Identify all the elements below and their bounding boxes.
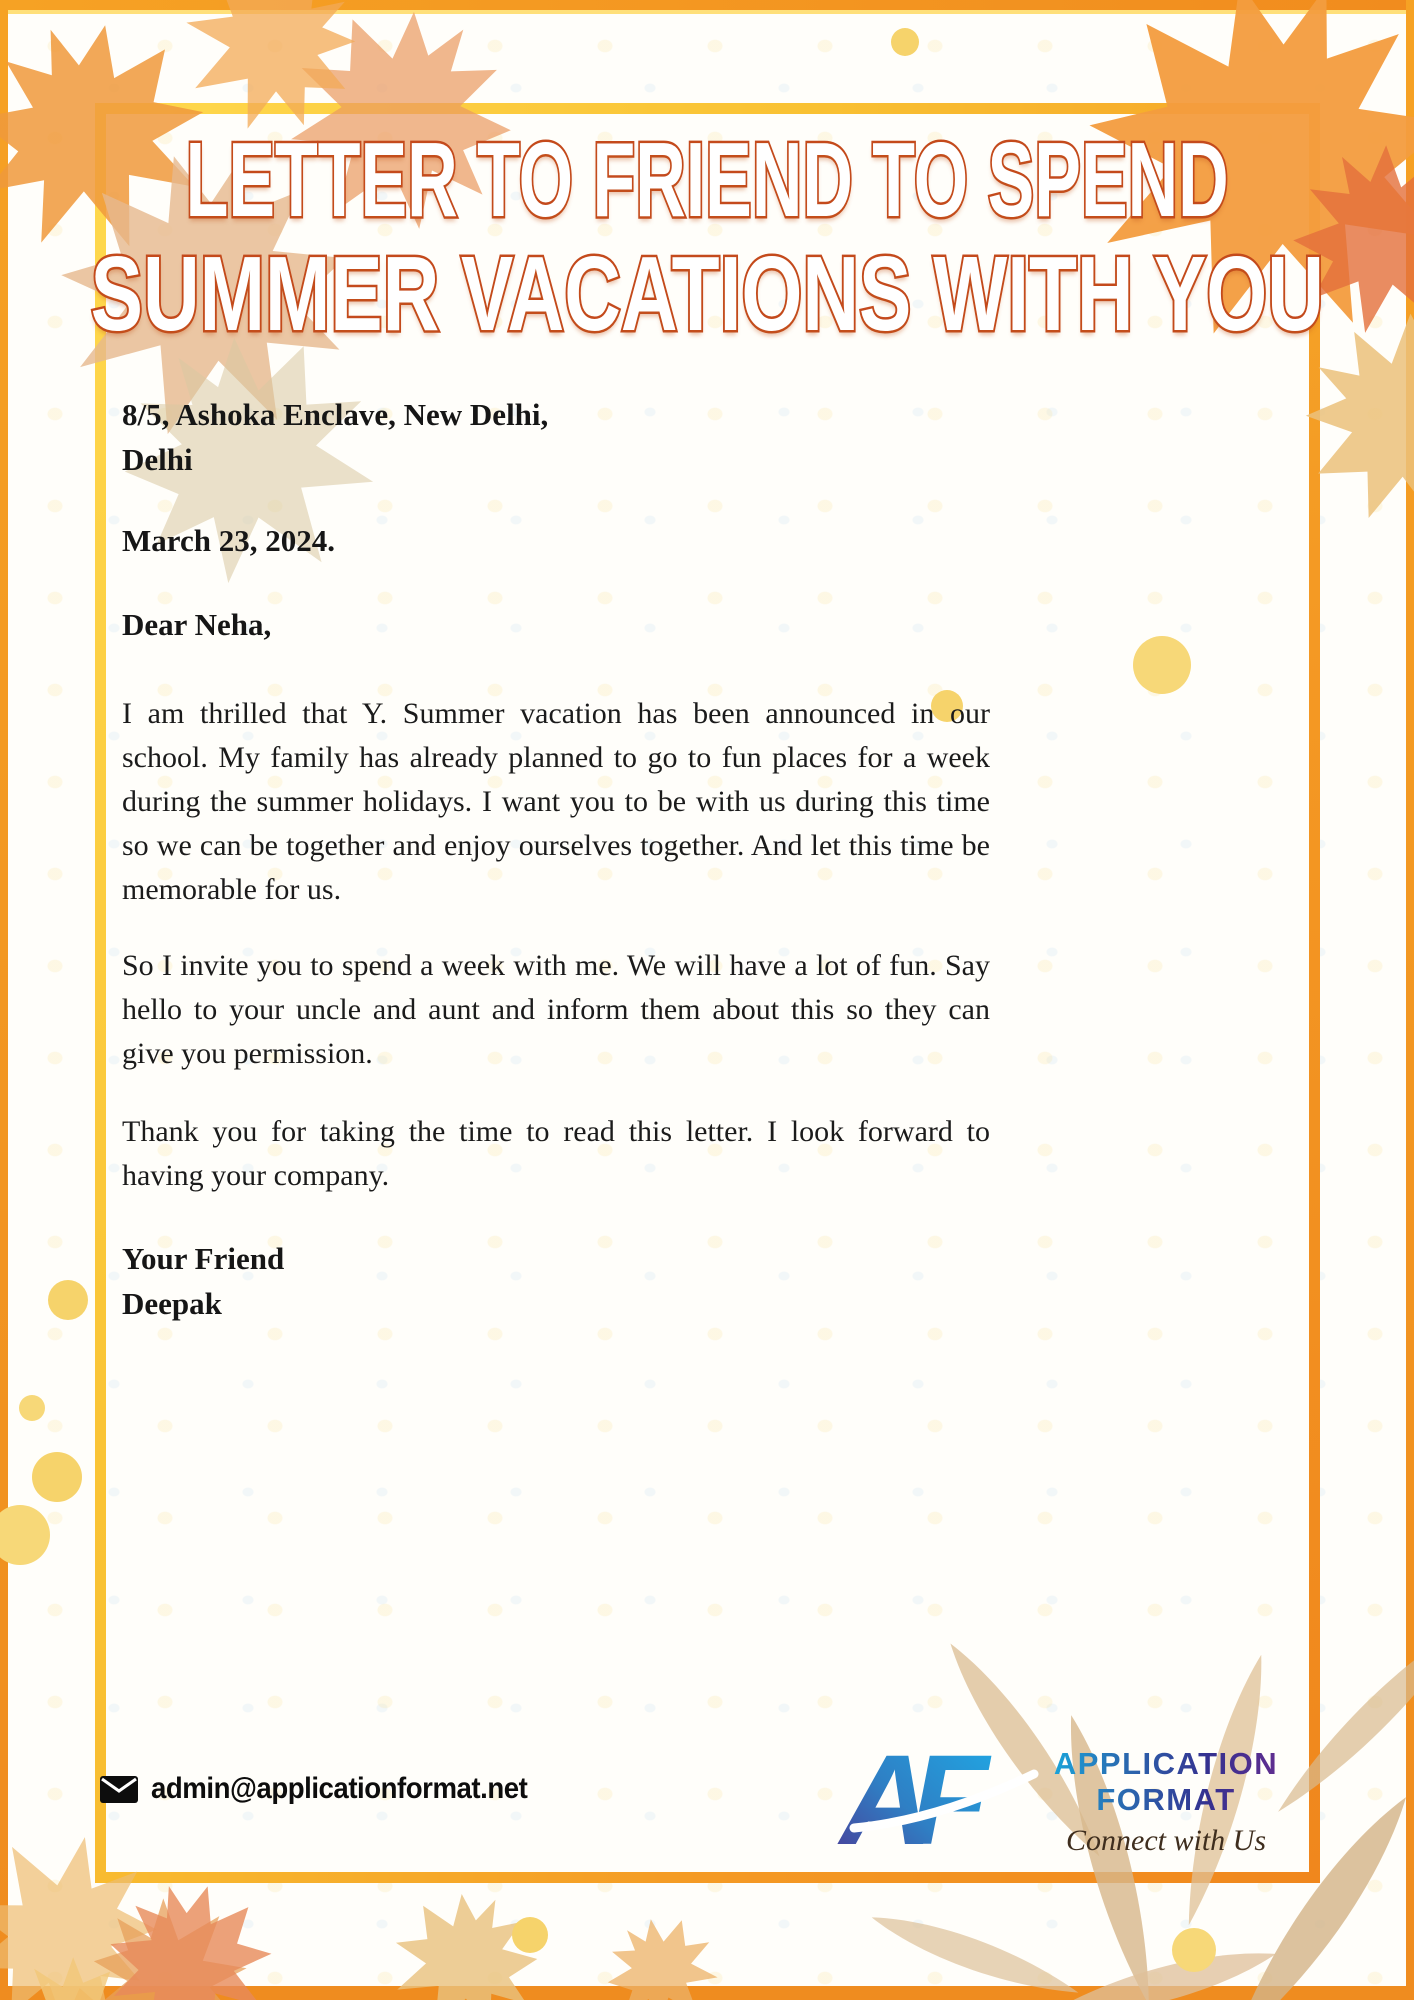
letter-signoff bbox=[122, 1236, 284, 1326]
logo-word-application: APPLICATION bbox=[1036, 1746, 1296, 1782]
yellow-dot-decoration bbox=[1133, 636, 1191, 694]
letter-paragraph: Thank you for taking the time to read this letter. I look forward to having your company. bbox=[122, 1115, 990, 1192]
yellow-dot-decoration bbox=[0, 1505, 50, 1565]
envelope-icon bbox=[100, 1776, 138, 1803]
page-title-line-1-text: LETTER TO FRIEND TO SPEND bbox=[185, 121, 1230, 239]
contact-email-row bbox=[100, 1772, 560, 1806]
letter-salutation: Dear Neha, bbox=[122, 607, 272, 642]
yellow-dot-decoration bbox=[48, 1280, 88, 1320]
address-line-2: Delhi bbox=[122, 442, 193, 477]
yellow-dot-decoration bbox=[1172, 1928, 1216, 1972]
application-format-logo-icon bbox=[836, 1736, 1050, 1866]
logo-monogram-text: AF bbox=[840, 1736, 967, 1866]
yellow-dot-decoration bbox=[32, 1452, 82, 1502]
yellow-dot-decoration bbox=[512, 1917, 548, 1953]
letter-paragraph: So I invite you to spend a week with me. We will have a lot of fun. Say hello to your uncle and aunt and inform them about this so they can give you permission. bbox=[122, 949, 990, 1070]
signoff-line: Your Friend bbox=[122, 1241, 285, 1276]
logo-word-format: FORMAT bbox=[1036, 1782, 1296, 1818]
application-format-wordmark bbox=[1036, 1746, 1296, 1858]
email-link[interactable]: admin@applicationformat.net bbox=[151, 1772, 528, 1805]
address-line-1: 8/5, Ashoka Enclave, New Delhi, bbox=[122, 397, 549, 432]
page-title-line-2-text: SUMMER VACATIONS WITH YOU bbox=[90, 235, 1325, 354]
maple-leaf-decoration bbox=[581, 1891, 743, 2000]
signature-name: Deepak bbox=[122, 1286, 222, 1321]
page-title-line-2 bbox=[90, 234, 1325, 354]
dried-leaf-decoration bbox=[858, 1880, 1092, 2000]
page-border-left bbox=[0, 0, 8, 2000]
page-title bbox=[90, 121, 1325, 354]
letter-date: March 23, 2024. bbox=[122, 523, 335, 558]
yellow-dot-decoration bbox=[891, 28, 919, 56]
sender-address bbox=[122, 392, 548, 482]
yellow-dot-decoration bbox=[19, 1395, 45, 1421]
letter-paragraph: I am thrilled that Y. Summer vacation has been announced in our school. My family has already planned to go to fun places for a week during the summer holidays. I want you to be with us during this time so we can be together and enjoy ourselves together. And let this time be memorable for us. bbox=[122, 697, 990, 906]
logo-tagline: Connect with Us bbox=[1066, 1824, 1266, 1857]
page-title-line-1 bbox=[95, 121, 1320, 239]
